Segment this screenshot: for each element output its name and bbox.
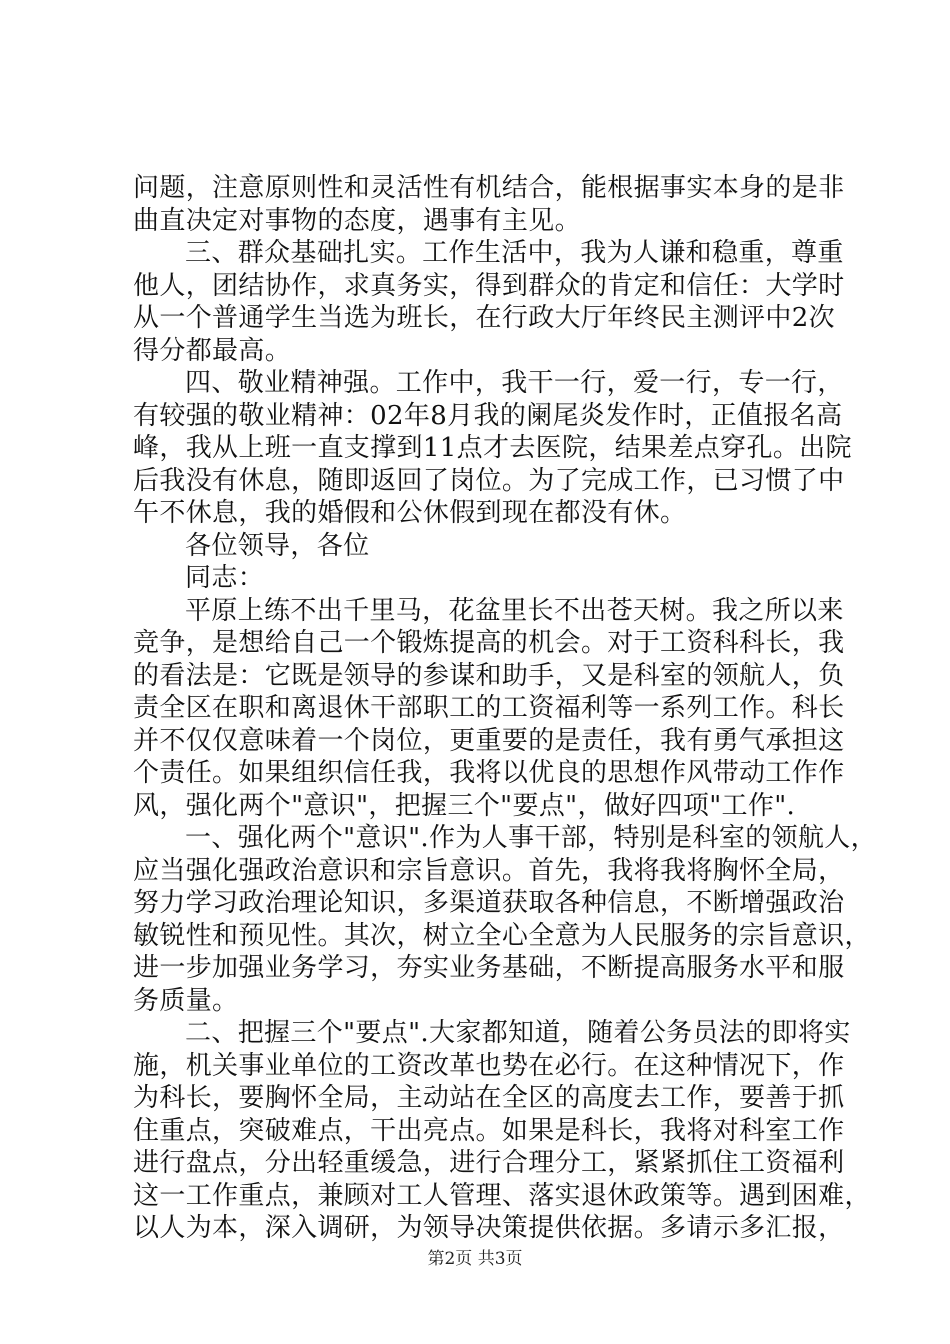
text-line: 平原上练不出千里马，花盆里长不出苍天树。我之所以来 <box>185 595 844 626</box>
text-line: 这一工作重点，兼顾对工人管理、落实退休政策等。遇到困难， <box>133 1180 871 1211</box>
text-line: 应当强化强政治意识和宗旨意识。首先，我将我将胸怀全局， <box>133 855 845 886</box>
text-line: 他人，团结协作，求真务实，得到群众的肯定和信任：大学时 <box>133 270 845 301</box>
page-number-footer: 第2页 共3页 <box>427 1249 523 1269</box>
text-line: 务质量。 <box>133 985 239 1016</box>
text-line: 二、把握三个"要点".大家都知道，随着公务员法的即将实 <box>185 1018 851 1048</box>
text-line: 后我没有休息，随即返回了岗位。为了完成工作，已习惯了中 <box>133 465 845 496</box>
text-line: 有较强的敬业精神：02年8月我的阑尾炎发作时，正值报名高 <box>133 400 843 431</box>
document-body <box>133 172 877 1245</box>
text-line: 竞争，是想给自己一个锻炼提高的机会。对于工资科科长，我 <box>133 628 845 658</box>
text-line: 曲直决定对事物的态度，遇事有主见。 <box>133 205 581 236</box>
text-line: 三、群众基础扎实。工作生活中，我为人谦和稳重，尊重 <box>185 238 844 268</box>
text-line: 四、敬业精神强。工作中，我干一行，爱一行，专一行， <box>185 368 844 398</box>
text-line: 午不休息，我的婚假和公休假到现在都没有休。 <box>133 498 687 528</box>
text-line: 住重点，突破难点，干出亮点。如果是科长，我将对科室工作 <box>133 1115 845 1146</box>
text-line: 同志： <box>185 563 265 593</box>
text-line: 得分都最高。 <box>133 335 292 366</box>
text-line: 一、强化两个"意识".作为人事干部，特别是科室的领航人， <box>185 823 877 853</box>
text-line: 并不仅仅意味着一个岗位，更重要的是责任，我有勇气承担这 <box>133 725 845 756</box>
text-line: 的看法是：它既是领导的参谋和助手，又是科室的领航人，负 <box>133 660 845 691</box>
text-line: 努力学习政治理论知识，多渠道获取各种信息，不断增强政治 <box>133 888 845 918</box>
text-line: 进行盘点，分出轻重缓急，进行合理分工，紧紧抓住工资福利 <box>133 1148 845 1178</box>
text-line: 施，机关事业单位的工资改革也势在必行。在这种情况下，作 <box>133 1050 845 1081</box>
text-line: 从一个普通学生当选为班长，在行政大厅年终民主测评中2次 <box>133 303 835 333</box>
text-line: 个责任。如果组织信任我，我将以优良的思想作风带动工作作 <box>133 758 845 788</box>
text-line: 以人为本，深入调研，为领导决策提供依据。多请示多汇报， <box>133 1213 845 1243</box>
text-line: 各位领导，各位 <box>185 530 370 561</box>
text-line: 问题，注意原则性和灵活性有机结合，能根据事实本身的是非 <box>133 173 845 203</box>
text-line: 峰，我从上班一直支撑到11点才去医院，结果差点穿孔。出院 <box>133 433 852 463</box>
body-text <box>133 172 877 1245</box>
text-line: 为科长，要胸怀全局，主动站在全区的高度去工作，要善于抓 <box>133 1083 845 1113</box>
text-line: 风，强化两个"意识"，把握三个"要点"，做好四项"工作". <box>133 790 796 821</box>
text-line: 责全区在职和离退休干部职工的工资福利等一系列工作。科长 <box>133 693 845 723</box>
text-line: 进一步加强业务学习，夯实业务基础，不断提高服务水平和服 <box>133 953 845 983</box>
text-line: 敏锐性和预见性。其次，树立全心全意为人民服务的宗旨意识， <box>133 920 871 951</box>
